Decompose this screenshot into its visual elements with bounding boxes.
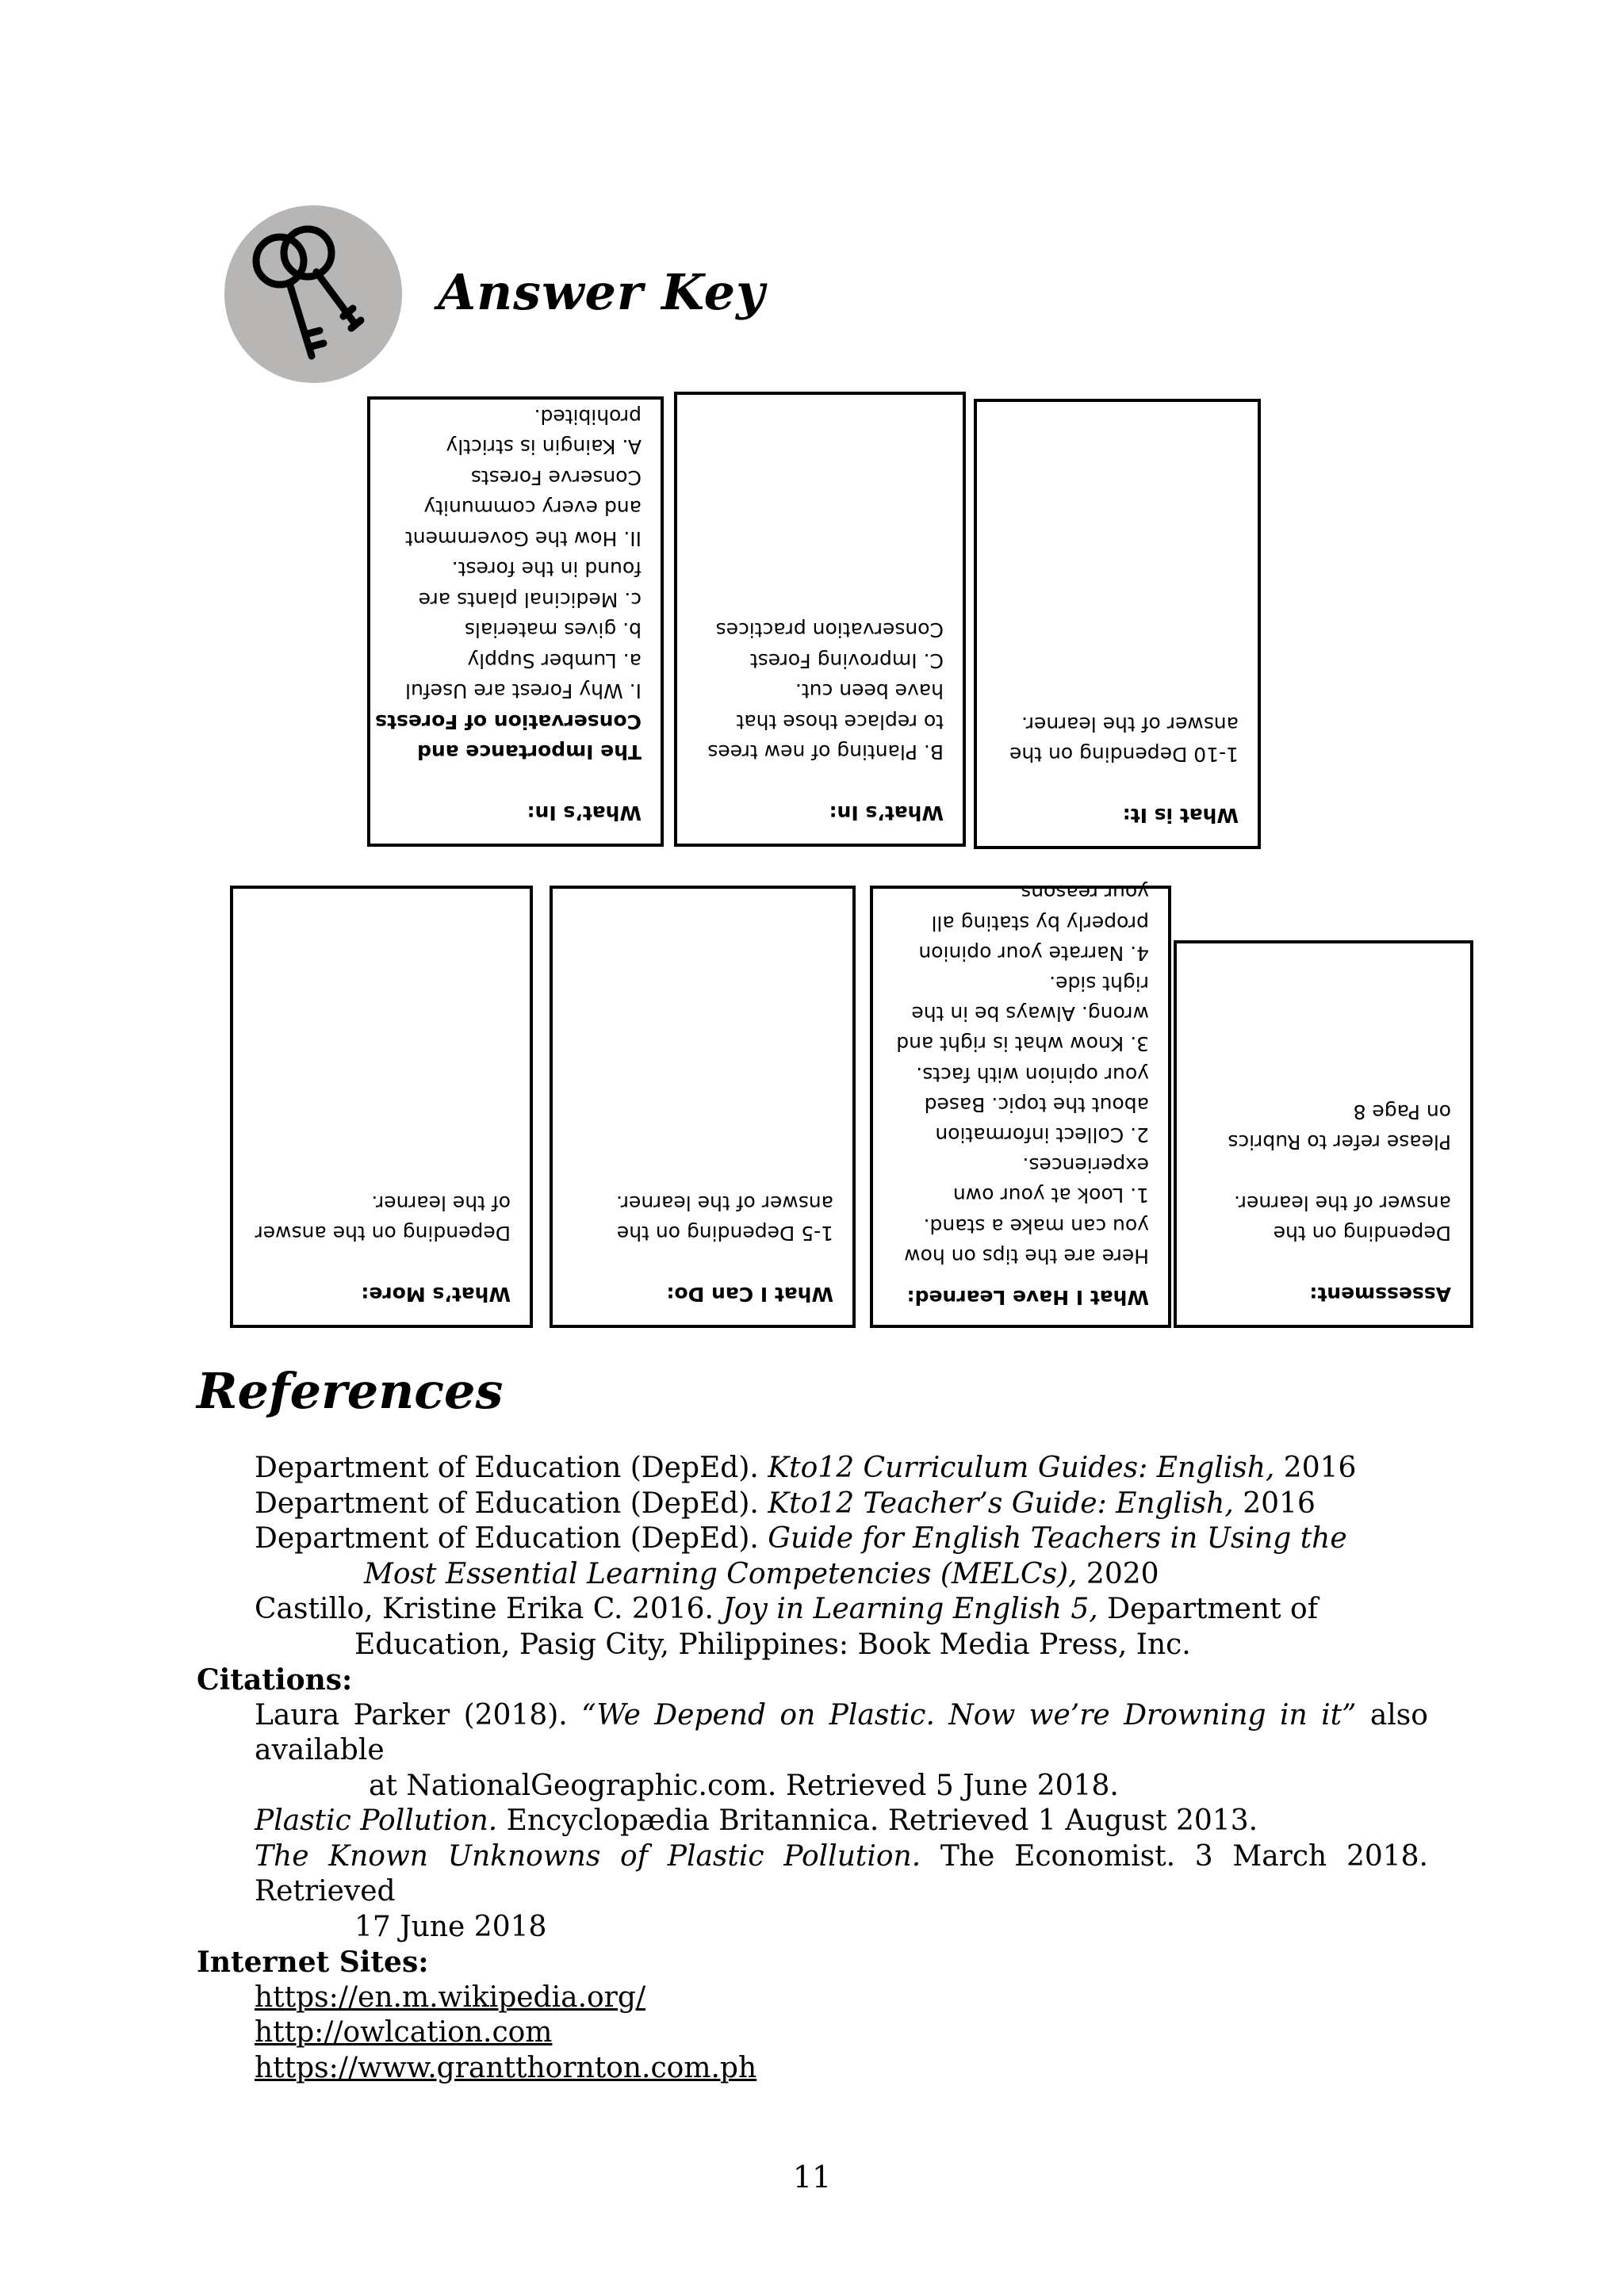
citation-word: (2018). [463, 1698, 568, 1732]
card-content [677, 395, 963, 844]
link-item [0, 2051, 1624, 2087]
card-line: you can make a stand. [923, 1214, 1149, 1238]
card-line: 1-10 Depending on the [1009, 743, 1239, 767]
card-line: Depending on the answer [255, 1222, 511, 1246]
card-line: and every community [423, 496, 642, 520]
citation-word: The [940, 1839, 995, 1873]
reference-author: Department of Education (DepEd). [255, 1487, 768, 1520]
card-line: answer of the learner. [1234, 1192, 1451, 1215]
card-content [370, 400, 661, 844]
card-content [233, 889, 530, 1325]
citation-word: Known [328, 1839, 428, 1873]
card-line: a. Lumber Supply [467, 649, 642, 672]
citation-word: Pollution. [783, 1839, 921, 1873]
reference-continuation [0, 1557, 1624, 1593]
card-what-i-can-do [550, 886, 856, 1328]
card-line: have been cut. [795, 679, 944, 703]
card-line: II. How the Government [404, 527, 642, 550]
reference-author: Department of Education (DepEd). [255, 1522, 768, 1555]
citation-word: Plastic. [829, 1698, 935, 1732]
card-line: Conservation of Forests [375, 710, 642, 733]
card-line: 1. Look at your own [952, 1184, 1149, 1207]
card-line: on Page 8 [1353, 1100, 1451, 1123]
card-line: 2. Collect information [935, 1123, 1149, 1146]
citation-word: The [255, 1839, 309, 1873]
reference-item [0, 1451, 1624, 1487]
card-content [977, 402, 1258, 846]
reference-title: Kto12 Teacher’s Guide: English, [768, 1487, 1234, 1520]
citation-word: Parker [353, 1698, 450, 1732]
citation-continuation: Retrieved [255, 1875, 396, 1908]
card-line: wrong. Always be in the [911, 1002, 1149, 1026]
citation-word: we’re [1028, 1698, 1110, 1732]
citation-continuation: 17 June 2018 [354, 1910, 547, 1943]
citation-word: Laura [255, 1698, 340, 1732]
card-heading: Assessment: [1309, 1283, 1451, 1306]
citation-word: also [1369, 1698, 1428, 1732]
references-title: References [197, 1362, 504, 1420]
citation-source: Encyclopædia Britannica. Retrieved 1 August 2013. [497, 1804, 1258, 1837]
card-heading: What is It: [1122, 804, 1239, 827]
reference-author: Department of Education (DepEd). [255, 1452, 768, 1484]
citation-word: 3 [1194, 1839, 1213, 1873]
owlcation-link[interactable]: http://owlcation.com [255, 2016, 553, 2049]
link-item [0, 1980, 1624, 2016]
internet-sites-heading: Internet Sites: [197, 1946, 429, 1979]
card-line: properly by stating all [931, 911, 1149, 935]
card-whats-in-planting [674, 392, 966, 847]
citation-word: Unknowns [447, 1839, 601, 1873]
card-content [873, 881, 1168, 1325]
citation-title: Plastic Pollution. [255, 1804, 498, 1837]
citation-word: Plastic [667, 1839, 764, 1873]
page-number: 11 [792, 2160, 832, 2195]
card-heading: What I Can Do: [666, 1283, 833, 1306]
reference-continuation [0, 1628, 1624, 1663]
card-line: 1-5 Depending on the [616, 1222, 833, 1246]
answer-key-title: Answer Key [438, 263, 766, 321]
card-line: 4. Narrate your opinion [918, 941, 1149, 965]
card-line: Conservation practices [715, 618, 944, 642]
card-line: Here are the tips on how [904, 1244, 1149, 1268]
card-line: prohibited. [534, 405, 642, 428]
card-heading: What’s More: [361, 1283, 511, 1306]
card-line: found in the forest. [451, 557, 642, 581]
reference-title: Guide for English Teachers in Using the [768, 1522, 1347, 1555]
wikipedia-link[interactable]: https://en.m.wikipedia.org/ [255, 1980, 646, 2014]
citation-word: in [1279, 1698, 1308, 1732]
references-list [0, 1451, 1624, 2086]
reference-author: Castillo, Kristine Erika C. 2016. [255, 1593, 723, 1625]
card-whats-more [230, 886, 533, 1328]
citation-item [0, 1804, 1624, 1839]
reference-item [0, 1487, 1624, 1522]
card-line: answer of the learner. [616, 1192, 833, 1215]
card-line: b. gives materials [464, 618, 642, 642]
card-line: I. Why Forest are Useful [405, 679, 642, 703]
citation-word: Drowning [1124, 1698, 1266, 1732]
reference-item [0, 1592, 1624, 1628]
reference-title: Joy in Learning English 5, [722, 1593, 1098, 1625]
card-line: c. Medicinal plants are [418, 588, 642, 611]
keys-icon [224, 205, 402, 383]
card-line: The Importance and [417, 740, 642, 764]
card-line: your opinion with facts. [916, 1062, 1149, 1086]
reference-item [0, 1521, 1624, 1557]
card-line: 3. Know what is right and [896, 1032, 1149, 1056]
card-line: Conserve Forests [470, 466, 642, 489]
reference-year: 2016 [1274, 1452, 1357, 1484]
citation-word: 2018. [1346, 1839, 1428, 1873]
citation-word: Economist. [1014, 1839, 1176, 1873]
card-heading: What’s In: [829, 802, 944, 825]
card-assessment [1174, 940, 1473, 1328]
card-content [1177, 943, 1470, 1325]
reference-year: 2020 [1077, 1557, 1159, 1590]
card-line: B. Planting of new trees [707, 740, 944, 764]
citation-continuation: at NationalGeographic.com. Retrieved 5 June 2018. [369, 1769, 1119, 1802]
link-item [0, 2015, 1624, 2051]
card-line: Please refer to Rubrics [1228, 1131, 1451, 1154]
citation-word: it” [1321, 1698, 1357, 1732]
reference-publisher: Education, Pasig City, Philippines: Book Media Press, Inc. [354, 1628, 1191, 1661]
card-line: of the learner. [371, 1192, 511, 1215]
grantthornton-link[interactable]: https://www.grantthornton.com.ph [255, 2051, 757, 2084]
card-what-is-it [974, 399, 1261, 849]
card-heading: What I Have Learned: [906, 1286, 1149, 1309]
citation-word: “We [581, 1698, 641, 1732]
card-heading: What’s In: [527, 802, 642, 825]
citations-heading: Citations: [197, 1663, 353, 1697]
citation-word: Depend [654, 1698, 767, 1732]
card-line: your reasons. [1014, 881, 1149, 905]
card-line: answer of the learner. [1021, 713, 1239, 736]
card-line: right side. [1049, 971, 1149, 995]
card-line: C. Improving Forest [749, 649, 944, 672]
card-whats-in-importance [367, 396, 664, 847]
reference-title: Kto12 Curriculum Guides: English, [768, 1452, 1275, 1484]
citation-item [0, 1698, 1428, 1734]
card-content [553, 889, 852, 1325]
citation-word: March [1232, 1839, 1327, 1873]
citation-word: Now [948, 1698, 1016, 1732]
citation-continuation: available [255, 1734, 385, 1766]
card-line: Depending on the [1273, 1222, 1451, 1246]
card-line: A. Kaingin is strictly [446, 435, 642, 459]
citation-item [0, 1839, 1428, 1875]
reference-title: Most Essential Learning Competencies (MELCs), [364, 1557, 1078, 1590]
card-what-i-have-learned [870, 881, 1171, 1328]
reference-publisher: Department of [1097, 1593, 1319, 1625]
card-line: to replace those that [736, 710, 944, 733]
card-line: about the topic. Based [924, 1093, 1149, 1116]
reference-year: 2016 [1233, 1487, 1316, 1520]
card-line: experiences. [1022, 1154, 1149, 1177]
citation-word: on [779, 1698, 816, 1732]
citation-word: of [620, 1839, 649, 1873]
